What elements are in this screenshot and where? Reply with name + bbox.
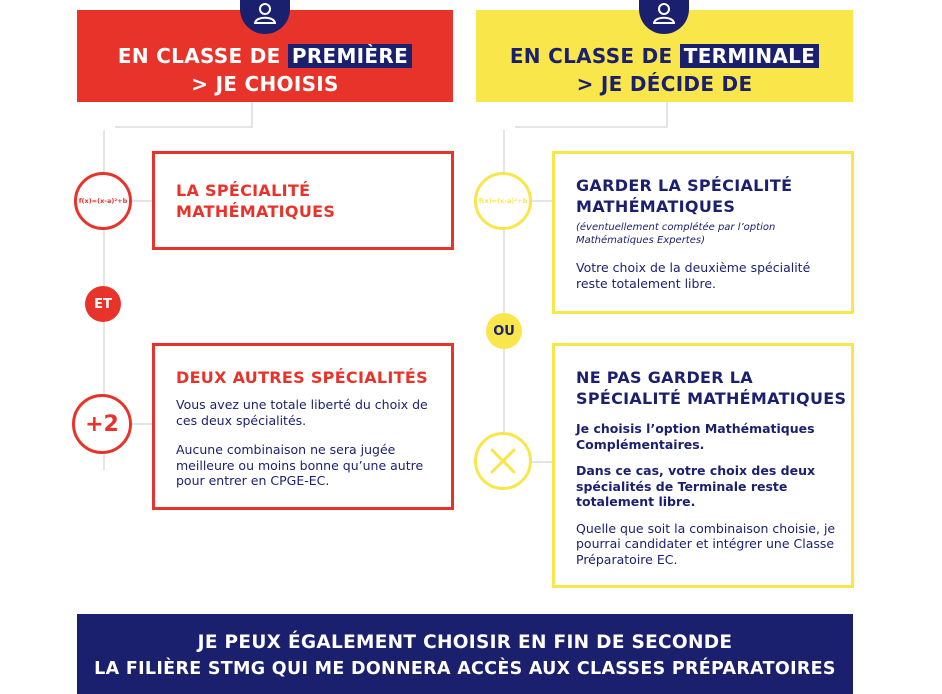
- paragraph: Quelle que soit la combinaison choisie, je: [576, 520, 836, 536]
- paragraph: totalement libre.: [576, 494, 696, 509]
- header-terminale: [476, 10, 853, 102]
- paragraph: Votre choix de la deuxième spécialité: [576, 260, 811, 275]
- box-garder-maths: [552, 151, 854, 314]
- header-premiere: [77, 10, 453, 102]
- box-title-line2: SPÉCIALITÉ MATHÉMATIQUES: [576, 389, 847, 408]
- paragraph: pourrai candidater et intégrer une Classe: [576, 536, 835, 551]
- user-icon: [652, 2, 676, 24]
- connector-et-badge: ET: [85, 286, 121, 322]
- box-title: GARDER LA SPÉCIALITÉ: [576, 176, 793, 195]
- paragraph: meilleure ou moins bonne qu’une autre: [176, 457, 424, 473]
- connector-left-b1: [130, 200, 154, 202]
- box-specialite-maths: [152, 151, 454, 250]
- plus-two-icon: +2: [72, 394, 132, 454]
- footer-banner: [77, 614, 853, 694]
- connector-left-h: [115, 126, 253, 128]
- paragraph: ces deux spécialités.: [176, 412, 307, 428]
- connector-right-top: [666, 102, 668, 128]
- box-title: DEUX AUTRES SPÉCIALITÉS: [176, 368, 428, 387]
- paragraph: Complémentaires.: [576, 436, 705, 452]
- connector-left-top: [251, 102, 253, 128]
- connector-right-b1: [530, 200, 554, 202]
- paragraph: Vous avez une totale liberté du choix de: [176, 397, 428, 412]
- close-icon: [474, 432, 532, 490]
- footer-line1: JE PEUX ÉGALEMENT CHOISIR EN FIN DE SECONDE: [197, 632, 733, 653]
- header-highlight: TERMINALE: [680, 44, 819, 68]
- avatar-badge: [240, 0, 290, 34]
- paragraph: pour entrer en CPGE-EC.: [176, 473, 330, 488]
- user-icon: [253, 2, 277, 24]
- header-prefix: EN CLASSE DE: [509, 44, 673, 68]
- box-title-line2: MATHÉMATIQUES: [576, 197, 736, 216]
- paragraph: reste totalement libre.: [576, 275, 716, 291]
- paragraph: Aucune combinaison ne sera jugée: [176, 442, 396, 457]
- box-title-line2: MATHÉMATIQUES: [176, 202, 336, 221]
- function-icon: f(x)=(x-a)²+b: [74, 172, 132, 230]
- box-ne-pas-garder: [552, 343, 854, 588]
- connector-right-h: [515, 126, 668, 128]
- note: (éventuellement complétée par l’option: [576, 222, 776, 233]
- header-line2: > JE DÉCIDE DE: [576, 72, 753, 96]
- header-highlight: PREMIÈRE: [288, 44, 412, 68]
- function-icon: f(x)=(x-a)²+b: [474, 172, 532, 230]
- connector-left-b2: [130, 423, 154, 425]
- box-deux-specialites: [152, 343, 454, 510]
- connector-right-b2: [530, 461, 554, 463]
- paragraph: Dans ce cas, votre choix des deux: [576, 463, 816, 478]
- paragraph: Préparatoire EC.: [576, 551, 678, 567]
- box-title: LA SPÉCIALITÉ: [176, 181, 311, 200]
- avatar-badge: [639, 0, 689, 34]
- paragraph: spécialités de Terminale reste: [576, 478, 788, 494]
- box-title: NE PAS GARDER LA: [576, 368, 753, 387]
- footer-line2: LA FILIÈRE STMG QUI ME DONNERA ACCÈS AUX CLASSES PRÉPARATOIRES: [94, 659, 836, 679]
- note: Mathématiques Expertes): [576, 235, 705, 246]
- header-prefix: EN CLASSE DE: [117, 44, 281, 68]
- header-line2: > JE CHOISIS: [191, 72, 339, 96]
- connector-ou-badge: OU: [486, 313, 522, 349]
- paragraph: Je choisis l’option Mathématiques: [576, 421, 815, 436]
